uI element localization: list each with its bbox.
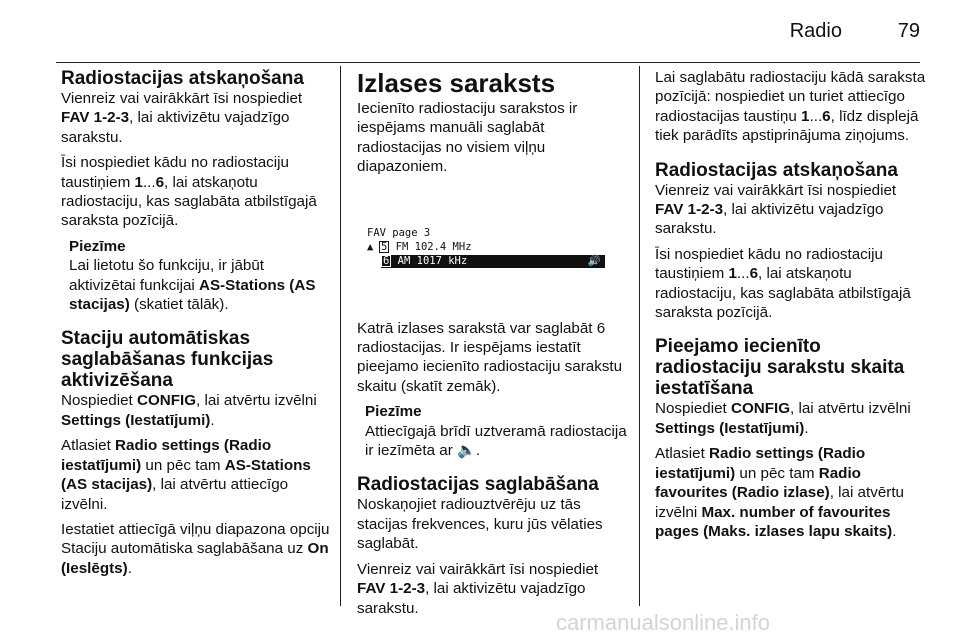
station-label: AM 1017 kHz [397, 254, 468, 267]
paragraph: Nospiediet CONFIG, lai atvērtu izvēlni Settings (Iestatījumi). [61, 392, 317, 429]
lcd-row-fm [367, 241, 605, 254]
note-text: Attiecīgajā brīdī uztveramā radiostacija ir iezīmēta ar 🔈. [365, 422, 627, 460]
paragraph: Īsi nospiediet kādu no radiostaciju taustiņiem 1...6, lai atskaņotu radiostaciju, kas saglabāta atbilstīgajā saraksta pozīcijā. [61, 154, 317, 230]
paragraph: Iecienīto radiostaciju sarakstos ir iespējams manuāli saglabāt radiostacijas no visiem viļņu diapazoniem. [357, 100, 578, 176]
heading-favourites: Izlases saraksts [357, 68, 556, 98]
watermark: carmanualsonline.info [556, 610, 771, 635]
paragraph: Iestatiet attiecīgā viļņu diapazona opciju Staciju automātiska saglabāšana uz On (Ieslēgts). [61, 520, 330, 577]
header-rule [56, 62, 920, 63]
note-block [69, 237, 333, 315]
up-arrow-icon: ▲ [367, 240, 374, 253]
column-left [61, 68, 333, 584]
paragraph: Vienreiz vai vairākkārt īsi nospiediet FAV 1-2-3, lai aktivizētu vajadzīgo sarakstu. [655, 181, 897, 238]
lcd-title: FAV page 3 [367, 226, 431, 239]
heading-count-setting: Pieejamo iecienīto radiostaciju sarakstu skaita iestatīšana [655, 336, 905, 400]
paragraph: Lai saglabātu radiostaciju kādā saraksta pozīcijā: nospiediet un turiet attiecīgo radiostacijas taustiņu 1...6, līdz displejā tiek parādīts apstiprinājuma ziņojums. [655, 69, 926, 145]
paragraph: Nospiediet CONFIG, lai atvērtu izvēlni Settings (Iestatījumi). [655, 400, 911, 437]
lcd-display [367, 227, 605, 269]
heading-autostore: Staciju automātiskas saglabāšanas funkcijas aktivizēšana [61, 328, 274, 392]
note-title: Piezīme [69, 237, 126, 255]
heading-playback: Radiostacijas atskaņošana [655, 159, 898, 181]
paragraph: Noskaņojiet radiouztvērēju uz tās stacijas frekvences, kuru jūs vēlaties saglabāt. [357, 496, 603, 553]
lcd-row-am-selected [381, 255, 605, 268]
paragraph: Īsi nospiediet kādu no radiostaciju taustiņiem 1...6, lai atskaņotu radiostaciju, kas saglabāta atbilstīgajā saraksta pozīcijā. [655, 245, 911, 322]
page-number: 79 [897, 20, 920, 42]
display-illustration [357, 189, 619, 301]
column-divider [340, 66, 341, 606]
note-block [365, 402, 627, 460]
column-middle [357, 68, 627, 624]
paragraph: Vienreiz vai vairākkārt īsi nospiediet FAV 1-2-3, lai aktivizētu vajadzīgo sarakstu. [61, 90, 303, 146]
speaker-icon: 🔈 [457, 442, 476, 460]
heading-playback: Radiostacijas atskaņošana [61, 68, 304, 89]
paragraph: Atlasiet Radio settings (Radio iestatījumi) un pēc tam Radio favourites (Radio izlase), lai atvērtu izvēlni Max. number of favourites pages (Maks. izlases lapu skaits). [655, 445, 904, 540]
section-title: Radio [789, 20, 842, 42]
preset-number: 6 [383, 254, 390, 267]
column-right [655, 68, 927, 547]
heading-storing: Radiostacijas saglabāšana [357, 474, 599, 496]
paragraph: Atlasiet Radio settings (Radio iestatījumi) un pēc tam AS-Stations (AS stacijas), lai atvērtu attiecīgo izvēlni. [61, 437, 311, 513]
paragraph: Katrā izlases sarakstā var saglabāt 6 radiostacijas. Ir iespējams iestatīt pieejamo iecienīto radiostaciju sarakstu skaitu (skatīt zemāk). [357, 319, 623, 395]
speaker-icon: 🔊 [587, 254, 601, 267]
column-divider [639, 66, 640, 606]
preset-number: 5 [381, 240, 388, 253]
paragraph: Vienreiz vai vairākkārt īsi nospiediet FAV 1-2-3, lai aktivizētu vajadzīgo sarakstu. [357, 560, 599, 617]
page-header [0, 14, 960, 50]
note-text: Lai lietotu šo funkciju, ir jābūt aktivizētai funkcijai AS-Stations (AS stacijas) (skatiet tālāk). [69, 257, 316, 314]
note-title: Piezīme [365, 403, 422, 421]
station-label: FM 102.4 MHz [395, 240, 472, 253]
